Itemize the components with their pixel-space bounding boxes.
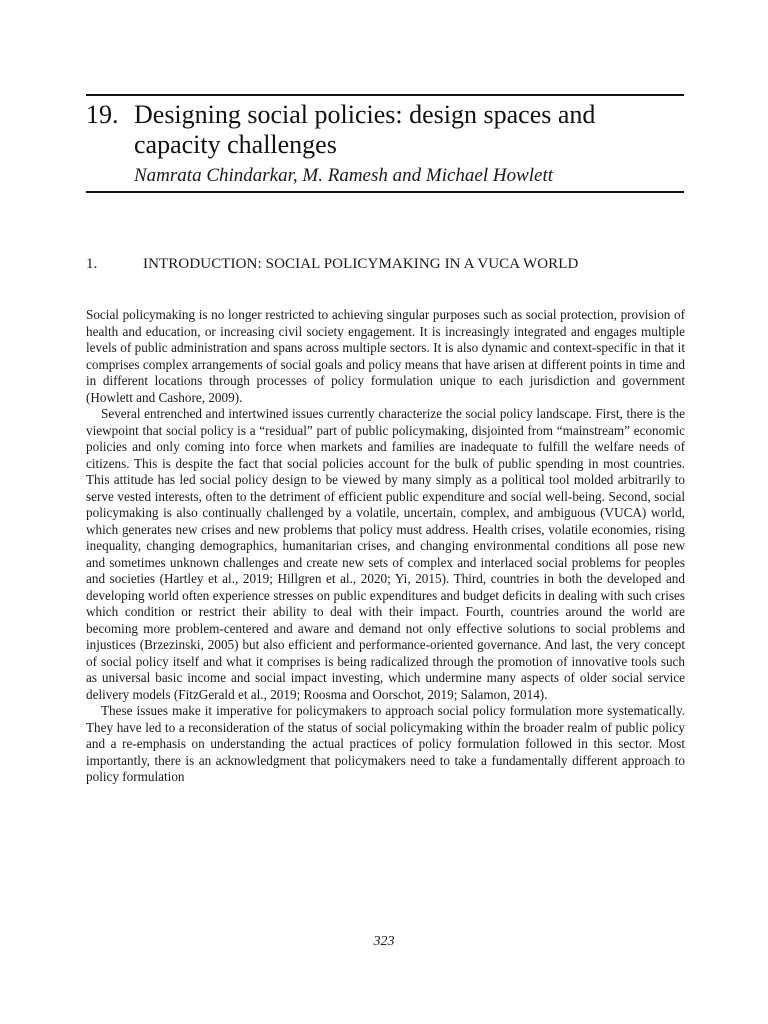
chapter-authors: Namrata Chindarkar, M. Ramesh and Michael Howlett xyxy=(134,165,554,186)
chapter-title-row xyxy=(86,100,684,160)
body-text xyxy=(86,307,685,786)
section-heading xyxy=(86,256,684,273)
chapter-title: Designing social policies: design spaces and capacity challenges xyxy=(134,100,596,159)
page-number: 323 xyxy=(373,934,395,949)
paragraph-3: These issues make it imperative for policymakers to approach social policy formulation more systematically. They have led to a reconsideration of the status of social policymaking within the broader realm of public policy and a re-emphasis on understanding the actual practices of policy formulation followed in this sector. Most importantly, there is an acknowledgment that policymakers need to take a fundamentally different approach to policy formulation xyxy=(86,703,685,784)
chapter-header xyxy=(86,94,684,193)
chapter-number: 19. xyxy=(86,100,119,129)
section-title: INTRODUCTION: SOCIAL POLICYMAKING IN A VUCA WORLD xyxy=(143,256,579,272)
paragraph-1: Social policymaking is no longer restricted to achieving singular purposes such as social protection, provision of health and education, or increasing civil society engagement. It is increasingly integrated and engages multiple levels of public administration and spans across multiple sectors. It is also dynamic and context-specific in that it comprises complex arrangements of social goals and policy means that have arisen at different points in time and in different locations through processes of policy formulation unique to each jurisdiction and government (Howlett and Cashore, 2009). xyxy=(86,307,685,405)
paragraph-2: Several entrenched and intertwined issues currently characterize the social policy landscape. First, there is the viewpoint that social policy is a “residual” part of public policymaking, disjointed from “mainstream” economic policies and only coming into force when markets and families are inadequate to fulfill the welfare needs of citizens. This is despite the fact that social policies account for the bulk of public spending in most countries. This attitude has led social policy design to be viewed by many simply as a political tool molded arbitrarily to serve vested interests, often to the detriment of efficient public expenditure and social well-being. Second, social policymaking is also continually challenged by a volatile, uncertain, complex, and ambiguous (VUCA) world, which generates new crises and new problems that policy must address. Health crises, volatile economies, rising inequality, changing demographics, humanitarian crises, and changing environmental conditions all pose new and sometimes unknown challenges and create new sets of complex and interlaced social problems for peoples and societies (Hartley et al., 2019; Hillgren et al., 2020; Yi, 2015). Third, countries in both the developed and developing world often experience stresses on public expenditures and budget deficits in dealing with such crises which condition or restrict their ability to deal with their impact. Fourth, countries around the world are becoming more problem-centered and aware and demand not only effective solutions to social problems and injustices (Brzezinski, 2005) but also efficient and performance-oriented governance. And last, the very concept of social policy itself and what it comprises is being radicalized through the promotion of innovative tools such as universal basic income and social impact investing, which undermine many aspects of older social service delivery models (FitzGerald et al., 2019; Roosma and Oorschot, 2019; Salamon, 2014). xyxy=(86,406,685,702)
section-number: 1. xyxy=(86,256,98,272)
